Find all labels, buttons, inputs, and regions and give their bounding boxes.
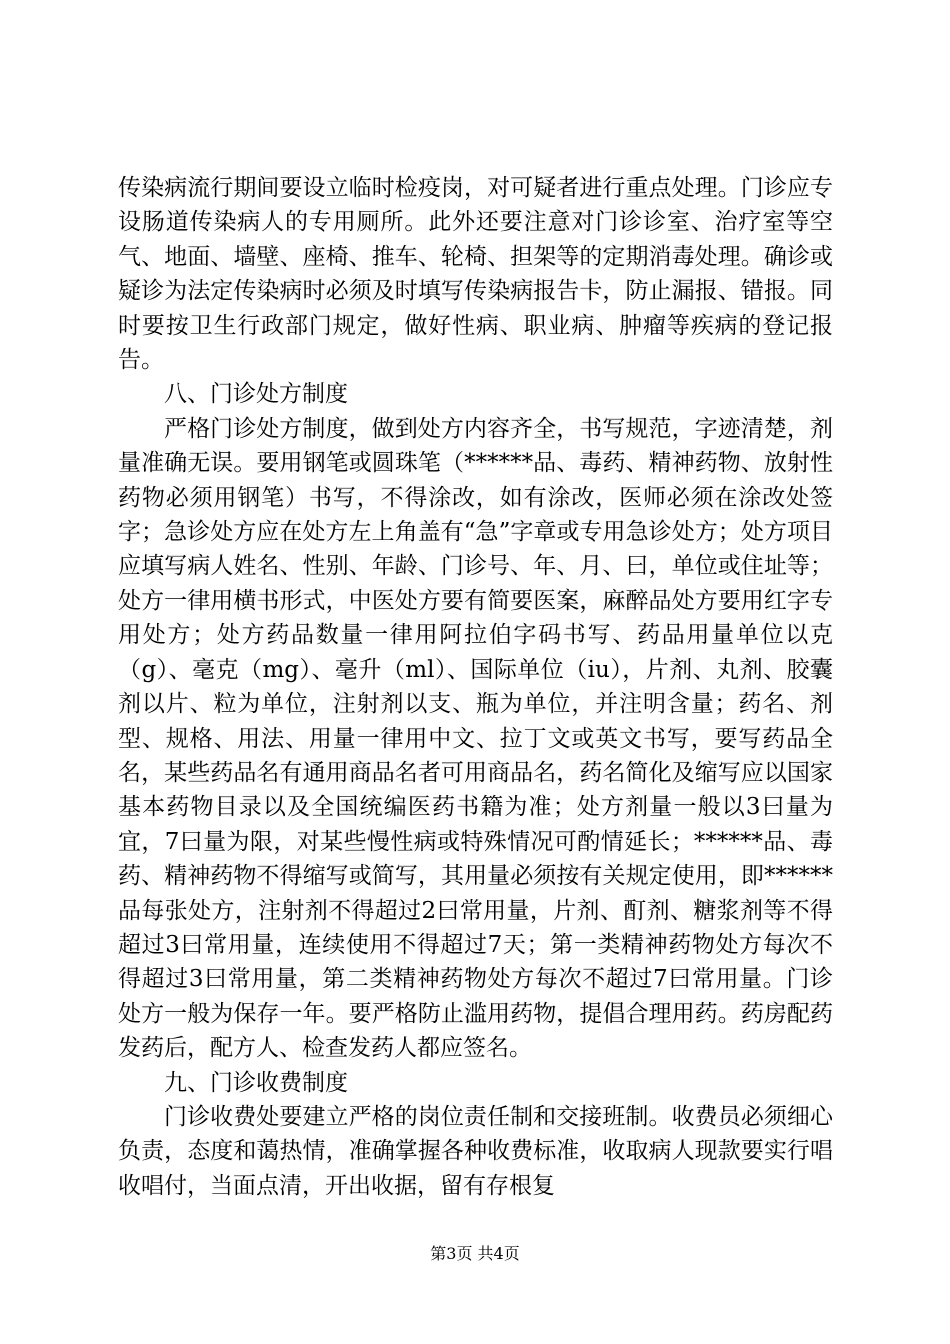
section-heading-fees: 九、门诊收费制度 — [164, 1069, 348, 1096]
document-body — [118, 171, 833, 1203]
paragraph-infectious-disease: 传染病流行期间要设立临时检疫岗，对可疑者进行重点处理。门诊应专设肠道传染病人的专用厕所。此外还要注意对门诊诊室、治疗室等空气、地面、墙壁、座椅、推车、轮椅、担架等的定期消毒处理。确诊或疑诊为法定传染病时必须及时填写传染病报告卡，防止漏报、错报。同时要按卫生行政部门规定，做好性病、职业病、肿瘤等疾病的登记报告。 — [118, 175, 833, 374]
page-footer: 第3页 共4页 — [430, 1244, 520, 1263]
paragraph-prescription: 严格门诊处方制度，做到处方内容齐全，书写规范，字迹清楚，剂量准确无误。要用钢笔或圆珠笔（******品、毒药、精神药物、放射性药物必须用钢笔）书写，不得涂改，如有涂改，医师必须在涂改处签字；急诊处方应在处方左上角盖有“急”字章或专用急诊处方；处方项目应填写病人姓名、性别、年龄、门诊号、年、月、曰，单位或住址等；处方一律用横书形式，中医处方要有简要医案，麻醉品处方要用红字专用处方；处方药品数量一律用阿拉伯字码书写、药品用量单位以克（g）、毫克（mg）、毫升（ml）、国际单位（iu），片剂、丸剂、胶囊剂以片、粒为单位，注射剂以支、瓶为单位，并注明含量；药名、剂型、规格、用法、用量一律用中文、拉丁文或英文书写，要写药品全名，某些药品名有通用商品名者可用商品名，药名简化及缩写应以国家基本药物目录以及全国统编医药书籍为准；处方剂量一般以3曰量为宜，7曰量为限，对某些慢性病或特殊情况可酌情延长；******品、毒药、精神药物不得缩写或简写，其用量必须按有关规定使用，即******品每张处方，注射剂不得超过2曰常用量，片剂、酊剂、糖浆剂等不得超过3曰常用量，连续使用不得超过7天；第一类精神药物处方每次不得超过3曰常用量，第二类精神药物处方每次不超过7曰常用量。门诊处方一般为保存一年。要严格防止滥用药物，提倡合理用药。药房配药发药后，配方人、检查发药人都应签名。 — [118, 415, 833, 1062]
section-heading-prescription: 八、门诊处方制度 — [164, 381, 348, 408]
paragraph-fees: 门诊收费处要建立严格的岗位责任制和交接班制。收费员必须细心负责，态度和蔼热情，准确掌握各种收费标准，收取病人现款要实行唱收唱付，当面点清，开出收据，留有存根复 — [118, 1103, 833, 1199]
